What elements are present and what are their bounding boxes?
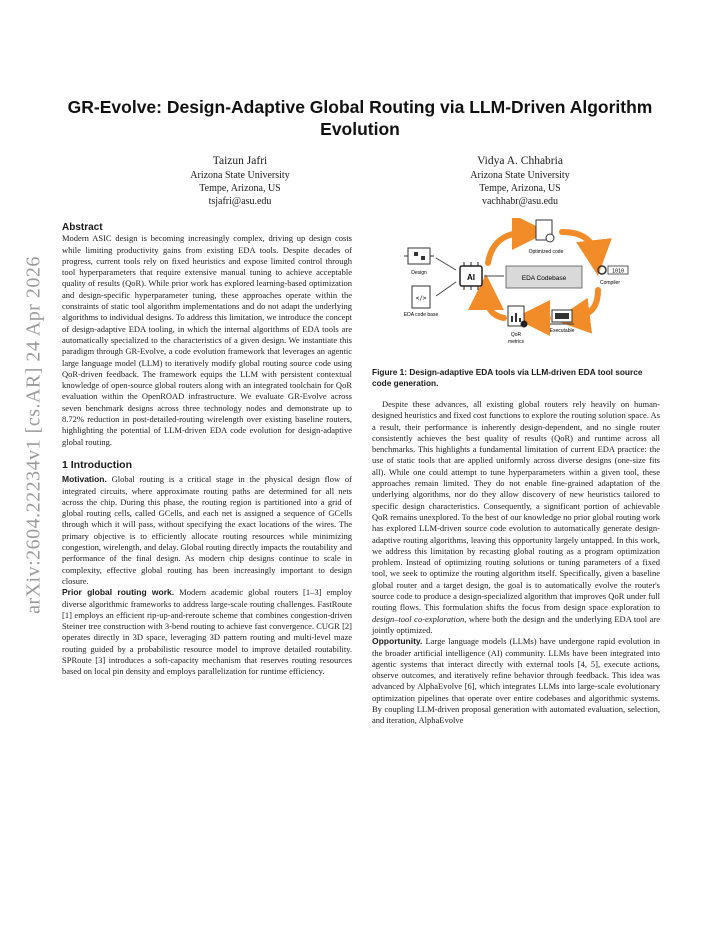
intro-paragraph-2 [62, 587, 352, 677]
qor-metrics-icon [508, 306, 528, 328]
abstract-text: Modern ASIC design is becoming increasingly complex, driving up design costs while limiting productivity gains from existing EDA tools. Despite decades of progress, current tools rely on fixed heuristics and expose limited control through tool hyperparameters that require extensive manual tuning to achieve acceptable quality of results (QoR). While prior work has explored learning-based optimization and design-specific hyperparameter tuning, these approaches operate within the constraints of static tool algorithm implementations and do not adapt the underlying algorithms to individual designs. To address this limitation, we introduce the concept of design-adaptive EDA tooling, in which the internal algorithms of EDA tools are automatically specialized to the characteristics of a given design. We instantiate this paradigm through GR-Evolve, a code evolution framework that leverages an agentic large language model (LLM) to iteratively modify global routing source code using QoR-driven feedback. The framework equips the LLM with persistent contextual knowledge of open-source global routers along with an integrated toolchain for QoR evaluation within the OpenROAD infrastructure. We evaluate GR-Evolve across seven benchmark designs across three technology nodes and demonstrate up to 8.72% reduction in post-detailed-routing wirelength over existing baseline routers, highlighting the potential of LLM-driven EDA code evolution for design-adaptive global routing. [62, 233, 352, 447]
run-in-heading: Prior global routing work. [62, 587, 175, 598]
input-arrows [436, 258, 456, 296]
right-paragraph-2 [372, 636, 660, 726]
arxiv-id: arXiv:2604.22234v1 [cs.AR] 24 Apr 2026 [22, 256, 45, 614]
gear-icon [598, 266, 628, 275]
paragraph-text: Despite these advances, all existing global routers rely heavily on human-designed heuristics and fixed cost functions to explore the routing solution space. As a result, their performance is inherently design-dependent, and no single router consistently achieves the best quality of results (QoR) and runtime across all benchmarks. This highlights a fundamental limitation of current EDA practice: the use of static tools that are applied uniformly across diverse designs (one-size fits all). While one could attempt to tune hyperparameters within a given tool, these approaches remain limited. They do not enable fine-grained adaptation of the underlying algorithms, nor do they allow discovery of new heuristics tailored to specific design characteristics. Consequently, a significant portion of achievable QoR remains unexplored. To the best of our knowledge no prior global routing work has explored LLM-driven source code evolution to automatically generate design-adaptive routing algorithms, leaving this opportunity largely untapped. In this work, we address this limitation by recasting global routing as a program optimization problem. Instead of optimizing routing solutions or tuning parameters of a fixed tool, we seek to optimize the routing algorithm itself. Specifically, given a baseline global router and a target design, the goal is to automatically evolve the router's source code to produce a design-specialized algorithm that improves QoR under full routing flows. This formulation shifts the focus from design space exploration to [372, 399, 660, 613]
author-location: Tempe, Arizona, US [479, 183, 561, 194]
paper-title: GR-Evolve: Design-Adaptive Global Routing via LLM-Driven Algorithm Evolution [67, 97, 653, 139]
author-email: vachhabr@asu.edu [481, 196, 559, 207]
eda-code-base-label: EDA code base [403, 312, 439, 318]
paragraph-text: , where both the design and the underlying EDA tool are jointly optimized. [372, 613, 660, 635]
run-in-heading: Motivation. [62, 474, 107, 485]
author-email: tsjafri@asu.edu [208, 196, 272, 207]
executable-label: Executable [549, 328, 575, 334]
code-file-icon [412, 286, 430, 308]
paragraph-text: Modern academic global routers [1–3] employ diverse algorithmic frameworks to address large-scale routing challenges. FastRoute [1] employs an efficient rip-up-and-reroute scheme that combines congestion-driven Steiner tree construction with 3-bend routing to achieve fast convergence. CUGR [2] operates directly in 3D space, leveraging 3D pattern routing and multi-level maze routing guided by a probabilistic resource model to improve detailed routability. SPRoute [3] introduces a soft-capacity mechanism that reserves routing resources based on local pin density and employs parallelization for runtime efficiency. [62, 587, 352, 677]
qor-metrics-label-2: metrics [507, 339, 525, 345]
author-name: Taizun Jafri [212, 155, 268, 167]
figure-1-diagram [400, 218, 640, 356]
ai-chip-icon [460, 262, 482, 290]
optimized-code-label: Optimized code [528, 249, 564, 255]
paragraph-text: Large language models (LLMs) have undergone rapid evolution in the broader artificial intelligence (AI) community. LLMs have been integrated into agentic systems that interact directly with external tools [4, 5], execute actions, observe outcomes, and iteratively refine behavior through feedback. This idea was advanced by AlphaEvolve [6], which integrates LLMs into large-scale evolutionary optimization pipelines that operate over entire codebases and algorithmic systems. By coupling LLM-driven proposal generation with automated evaluation, selection, and iteration, AlphaEvolve [372, 636, 660, 726]
executable-icon [550, 310, 574, 324]
svg-text:1010: 1010 [611, 268, 625, 275]
figure-caption: Figure 1: Design-adaptive EDA tools via LLM-driven EDA tool source code generation. [372, 367, 643, 388]
author-affiliation: Arizona State University [470, 170, 570, 181]
author-1 [120, 154, 360, 208]
abstract-heading: Abstract [62, 222, 103, 233]
svg-text:</>: </> [415, 295, 427, 302]
qor-metrics-label-1: QoR [510, 332, 522, 338]
author-2 [400, 154, 640, 208]
arxiv-sidebar [10, 150, 58, 720]
design-label: Design [411, 270, 427, 276]
right-column [372, 399, 660, 727]
author-location: Tempe, Arizona, US [199, 183, 281, 194]
paragraph-text: Global routing is a critical stage in the physical design flow of integrated circuits, where approximate routing paths are determined for all nets across the chip. During this phase, the routing region is partitioned into a grid of global routing cells, called GCells, and each net is assigned a sequence of GCells through which it will pass, without specifying the exact locations of the wires. The primary objective is to efficiently allocate routing resources while minimizing congestion, wirelength, and delay. Global routing directly impacts the routability and performance of the final design. As modern chip designs continue to scale in complexity, effective global routing has been increasingly important to design closure. [62, 474, 352, 586]
design-icon [404, 248, 434, 264]
eda-codebase-label: EDA Codebase [521, 275, 567, 282]
compiler-label: Compiler [599, 280, 621, 286]
left-column [62, 222, 352, 678]
run-in-heading: Opportunity. [372, 636, 423, 647]
author-name: Vidya A. Chhabria [477, 155, 563, 167]
optimized-code-icon [536, 220, 554, 242]
section-heading: 1 Introduction [62, 458, 132, 471]
svg-text:AI: AI [467, 273, 475, 282]
emphasis-text: design–tool co-exploration [372, 613, 465, 624]
intro-paragraph-1 [62, 474, 352, 587]
right-paragraph-1 [372, 399, 660, 636]
author-affiliation: Arizona State University [190, 170, 290, 181]
